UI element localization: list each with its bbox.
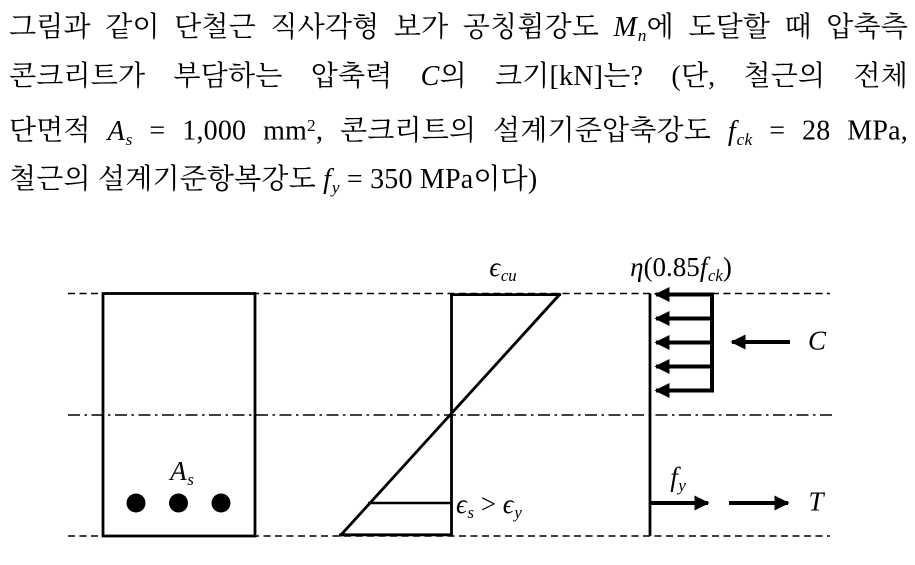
math-As-base: A [107, 115, 125, 147]
label-C-force: C [807, 325, 827, 356]
epsilon-y-sub: y [514, 502, 522, 522]
line3-fck-value: = 28 MPa, [752, 115, 908, 147]
math-C: C [420, 61, 440, 92]
rebar-dot-3 [212, 494, 231, 513]
label-T-force: T [808, 486, 824, 517]
epsilon-s-sub: s [467, 502, 475, 522]
line4-korean-post: 이다) [473, 164, 538, 195]
line4-korean-pre: 철근의 설계기준항복강도 [9, 164, 324, 195]
label-epsilon-cu [489, 251, 517, 285]
line3-mm-exponent: 2 [307, 116, 316, 135]
label-As [170, 455, 194, 489]
line3-korean-mid: , 콘크리트의 설계기준압축강도 [315, 115, 728, 147]
rebar-dot-2 [169, 494, 188, 513]
math-fck-base: f [727, 115, 736, 147]
line2-korean-pre: 콘크리트가 부담하는 압축력 [9, 61, 421, 92]
line4-fy-value: = 350 MPa [339, 164, 474, 195]
eta-symbol: η [630, 251, 644, 282]
fy-base: f [670, 461, 678, 492]
line3-As-value: = 1,000 mm [132, 115, 308, 147]
label-eta-085fck [630, 251, 732, 285]
math-fy-base: f [323, 164, 332, 195]
fy-sub: y [678, 475, 686, 495]
eta-paren-value: (0.85 [643, 251, 700, 282]
math-Mn-sub: n [637, 25, 647, 45]
eta-f-base: f [699, 251, 708, 282]
epsilon-cu-base: ϵ [489, 251, 501, 282]
line3-korean-pre: 단면적 [9, 115, 108, 147]
epsilon-y-base: ϵ [502, 488, 514, 519]
math-Mn-base: M [613, 12, 638, 43]
line2-korean-post: 의 크기[kN]는? (단, 철근의 전체 [439, 61, 908, 92]
math-fy-sub: y [331, 177, 340, 197]
As-base: A [170, 455, 187, 486]
As-sub: s [187, 469, 194, 489]
eta-f-sub: ck [707, 265, 723, 285]
label-fy [670, 461, 686, 495]
eta-close-paren: ) [722, 251, 732, 282]
epsilon-s-base: ϵ [456, 488, 467, 519]
math-As-sub: s [125, 129, 133, 149]
line1-korean-pre: 그림과 같이 단철근 직사각형 보가 공칭휨강도 [9, 12, 614, 43]
line1-korean-post: 에 도달할 때 압축측 [646, 12, 908, 43]
greater-than-sign: > [474, 488, 503, 519]
rebar-dot-1 [127, 494, 146, 513]
label-epsilon-s-gt-epsilon-y [456, 488, 522, 522]
epsilon-cu-sub: cu [500, 265, 517, 285]
math-fck-sub: ck [736, 129, 753, 149]
